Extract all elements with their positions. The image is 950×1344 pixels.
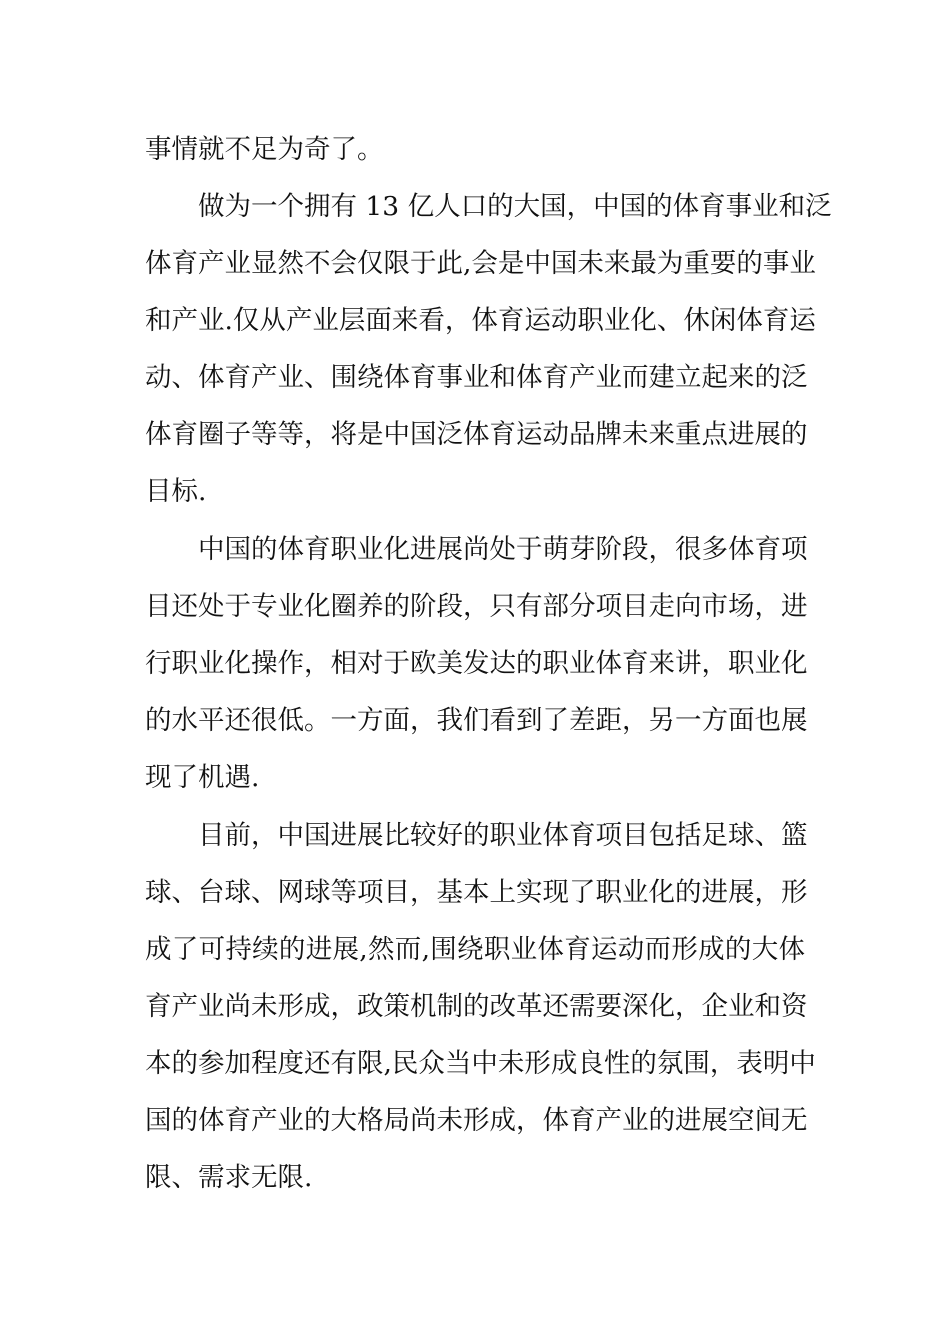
paragraph-2-line-6: 目标.: [145, 476, 207, 507]
paragraph-3-line-4: 的水平还很低。一方面，我们看到了差距，另一方面也展: [145, 705, 808, 736]
paragraph-3-line-5: 现了机遇.: [145, 762, 260, 793]
paragraph-4-line-5: 本的参加程度还有限,民众当中未形成良性的氛围，表明中: [145, 1048, 816, 1079]
paragraph-2-line-4: 动、体育产业、围绕体育事业和体育产业而建立起来的泛: [145, 362, 808, 393]
paragraph-4-line-2: 球、台球、网球等项目，基本上实现了职业化的进展，形: [145, 877, 808, 908]
paragraph-4-line-7: 限、需求无限.: [145, 1162, 313, 1193]
paragraph-2-line-5: 体育圈子等等，将是中国泛体育运动品牌未来重点进展的: [145, 419, 808, 450]
paragraph-4-line-1: 目前，中国进展比较好的职业体育项目包括足球、篮: [198, 820, 808, 851]
paragraph-3-line-3: 行职业化操作，相对于欧美发达的职业体育来讲，职业化: [145, 648, 808, 679]
paragraph-4-line-3: 成了可持续的进展,然而,围绕职业体育运动而形成的大体: [145, 934, 805, 965]
paragraph-3-line-2: 目还处于专业化圈养的阶段，只有部分项目走向市场，进: [145, 591, 808, 622]
paragraph-1-line-1: 事情就不足为奇了。: [145, 134, 384, 165]
paragraph-2-line-3: 和产业.仅从产业层面来看，体育运动职业化、休闲体育运: [145, 305, 816, 336]
paragraph-2-line-1: 做为一个拥有 13 亿人口的大国，中国的体育事业和泛: [198, 191, 832, 222]
paragraph-3-line-1: 中国的体育职业化进展尚处于萌芽阶段，很多体育项: [198, 534, 808, 565]
paragraph-4-line-6: 国的体育产业的大格局尚未形成，体育产业的进展空间无: [145, 1105, 808, 1136]
paragraph-4-line-4: 育产业尚未形成，政策机制的改革还需要深化，企业和资: [145, 991, 808, 1022]
paragraph-2-line-2: 体育产业显然不会仅限于此,会是中国未来最为重要的事业: [145, 248, 816, 279]
